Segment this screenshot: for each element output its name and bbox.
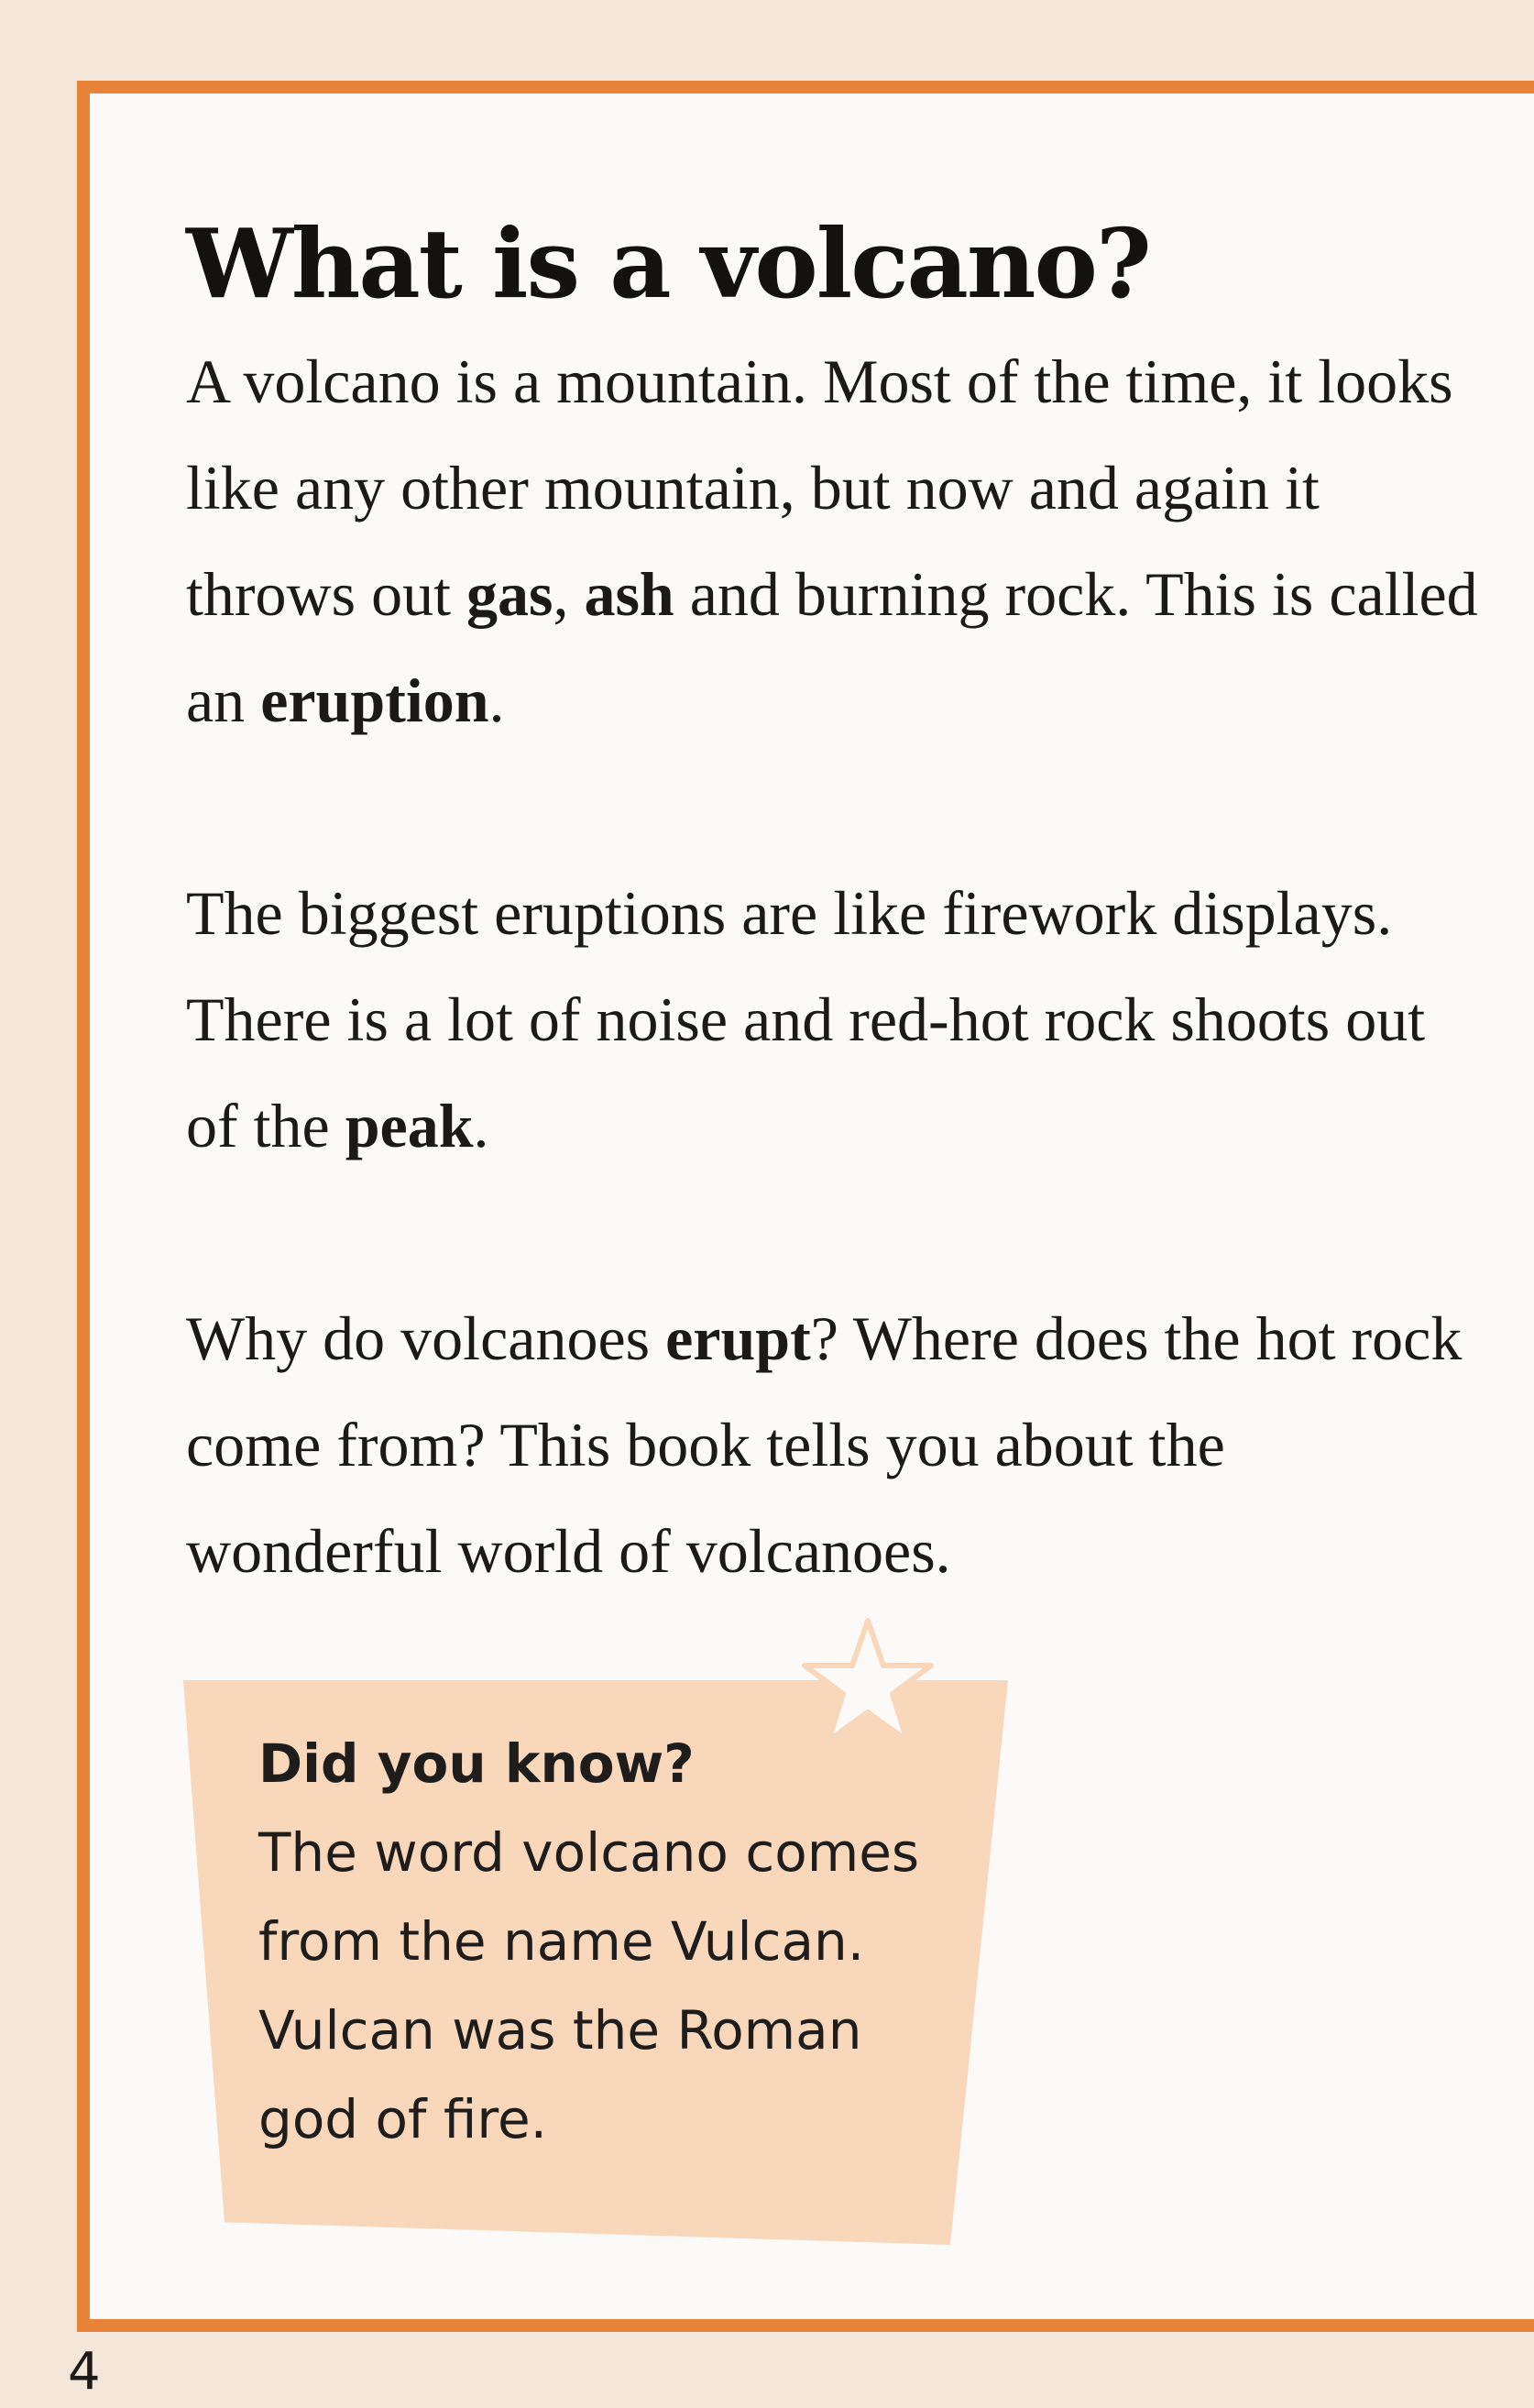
text-run: The biggest eruptions are like firework displays. There is a lot of noise and red-hot rock shoots out of the: [186, 878, 1426, 1160]
fact-box: [258, 1720, 955, 2164]
text-run: ? Where does the hot rock come from? This book tells you about the wonderful world of volcanoes.: [186, 1303, 1463, 1586]
fact-box-body: The word volcano comes from the name Vulcan. Vulcan was the Roman god of fire.: [258, 1821, 920, 2150]
text-run: .: [473, 1091, 489, 1160]
text-run: .: [488, 665, 505, 735]
text-run: A volcano is a mountain. Most of the time, it looks like any other mountain, but now and again it throws out: [186, 346, 1453, 629]
fact-box-heading: Did you know?: [258, 1732, 695, 1795]
main-content: [186, 200, 1487, 1604]
page-number: 4: [68, 2342, 101, 2402]
text-run: and burning rock. This is called an: [186, 559, 1478, 735]
glossary-term-ash: ash: [584, 559, 674, 629]
glossary-term-erupt: erupt: [665, 1303, 811, 1373]
glossary-term-peak: peak: [345, 1091, 474, 1160]
paragraph-questions: [186, 1285, 1487, 1604]
text-run: Why do volcanoes: [186, 1303, 666, 1373]
paragraph-intro: [186, 328, 1487, 753]
glossary-term-gas: gas: [466, 559, 553, 629]
text-run: ,: [553, 559, 585, 629]
paragraph-eruptions: [186, 860, 1487, 1179]
page-title: What is a volcano?: [186, 207, 1150, 320]
glossary-term-eruption: eruption: [260, 665, 489, 735]
